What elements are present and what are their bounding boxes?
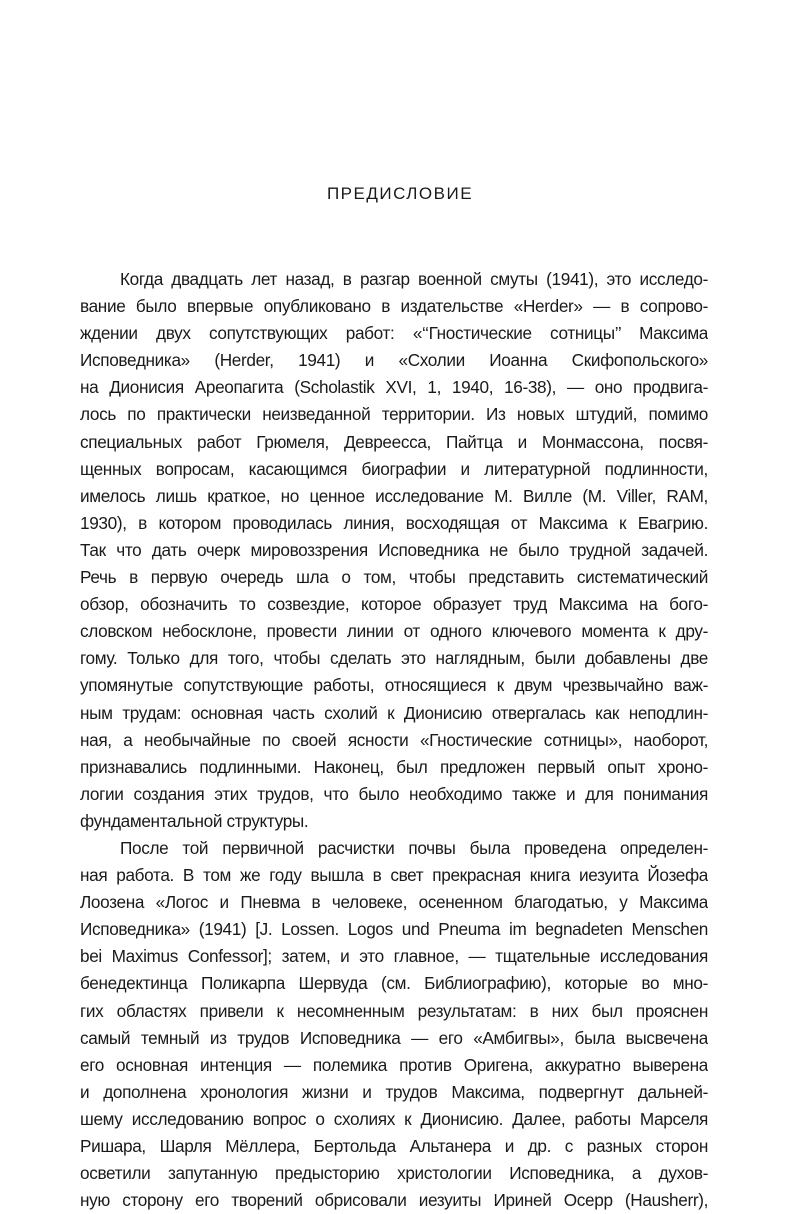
text-line: Лоозена «Логос и Пневма в человеке, осененном благодатью, у Максима xyxy=(80,892,708,913)
text-line: ную сторону его творений обрисовали иезуиты Ириней Осерр (Hausherr), xyxy=(80,1190,708,1211)
text-line: ным трудам: основная часть схолий к Дионисию отвергалась как неподлин- xyxy=(80,702,708,723)
text-line: упомянутые сопутствующие работы, относящиеся к двум чрезвычайно важ- xyxy=(80,675,708,696)
text-line: После той первичной расчистки почвы была проведена определен- xyxy=(120,837,708,858)
text-line: ждении двух сопутствующих работ: «‘‘Гностические сотницы’’ Максима xyxy=(80,323,708,344)
text-line: словском небосклоне, провести линии от одного ключевого момента к дру- xyxy=(80,621,708,642)
text-line: Речь в первую очередь шла о том, чтобы представить систематический xyxy=(80,567,708,588)
text-line: Исповедника» (Herder, 1941) и «Схолии Иоанна Скифопольского» xyxy=(80,350,708,371)
text-line: фундаментальной структуры. xyxy=(80,810,309,831)
text-line: Так что дать очерк мировоззрения Исповедника не было трудной задачей. xyxy=(80,539,708,560)
text-line: лось по практически неизведанной территории. Из новых штудий, помимо xyxy=(80,404,708,425)
text-line: обзор, обозначить то созвездие, которое образует труд Максима на бого- xyxy=(80,594,708,615)
text-line: на Дионисия Ареопагита (Scholastik XVI, 1, 1940, 16-38), — оно продвига- xyxy=(80,377,708,398)
text-line: признавались подлинными. Наконец, был предложен первый опыт хроно- xyxy=(80,756,708,777)
text-line: щенных вопросам, касающимся биографии и литературной подлинности, xyxy=(80,458,708,479)
page-title: ПРЕДИСЛОВИЕ xyxy=(326,184,474,203)
body-text xyxy=(80,266,708,1214)
text-line: его основная интенция — полемика против Оригена, аккуратно выверена xyxy=(80,1054,708,1075)
text-line: и дополнена хронология жизни и трудов Максима, подвергнут дальней- xyxy=(80,1081,708,1102)
text-line: логии создания этих трудов, что было необходимо также и для понимания xyxy=(80,783,708,804)
text-line: Когда двадцать лет назад, в разгар военной смуты (1941), это исследо- xyxy=(120,269,708,289)
text-line: гому. Только для того, чтобы сделать это наглядным, были добавлены две xyxy=(80,648,708,669)
text-line: бенедектинца Поликарпа Шервуда (см. Библиографию), которые во мно- xyxy=(80,973,708,994)
text-line: ная работа. В том же году вышла в свет прекрасная книга иезуита Йозефа xyxy=(80,865,708,886)
text-line: специальных работ Грюмеля, Девреесса, Пайтца и Монмассона, посвя- xyxy=(80,431,708,452)
paragraph-2 xyxy=(80,835,708,1214)
text-line: bei Maximus Confessor]; затем, и это главное, — тщательные исследования xyxy=(80,946,708,967)
text-line: шему исследованию вопрос о схолиях к Дионисию. Далее, работы Марселя xyxy=(80,1108,708,1129)
text-line: гих областях привели к несомненным результатам: в них был прояснен xyxy=(80,1000,708,1021)
text-line: самый темный из трудов Исповедника — его «Амбигвы», была высвечена xyxy=(80,1027,708,1048)
text-line: Исповедника» (1941) [J. Lossen. Logos und Pneuma im begnadeten Menschen xyxy=(80,919,708,940)
text-line: вание было впервые опубликовано в издательстве «Herder» — в сопрово- xyxy=(80,296,708,317)
text-line: осветили запутанную предысторию христологии Исповедника, а духов- xyxy=(80,1163,708,1184)
text-line: ная, а необычайные по своей ясности «Гностические сотницы», наоборот, xyxy=(80,729,708,750)
text-line: имелось лишь краткое, но ценное исследование М. Вилле (M. Viller, RAM, xyxy=(80,485,708,506)
text-line: Ришара, Шарля Мёллера, Бертольда Альтанера и др. с разных сторон xyxy=(80,1136,708,1156)
paragraph-1 xyxy=(80,266,708,835)
text-line: 1930), в котором проводилась линия, восходящая от Максима к Евагрию. xyxy=(80,512,708,533)
